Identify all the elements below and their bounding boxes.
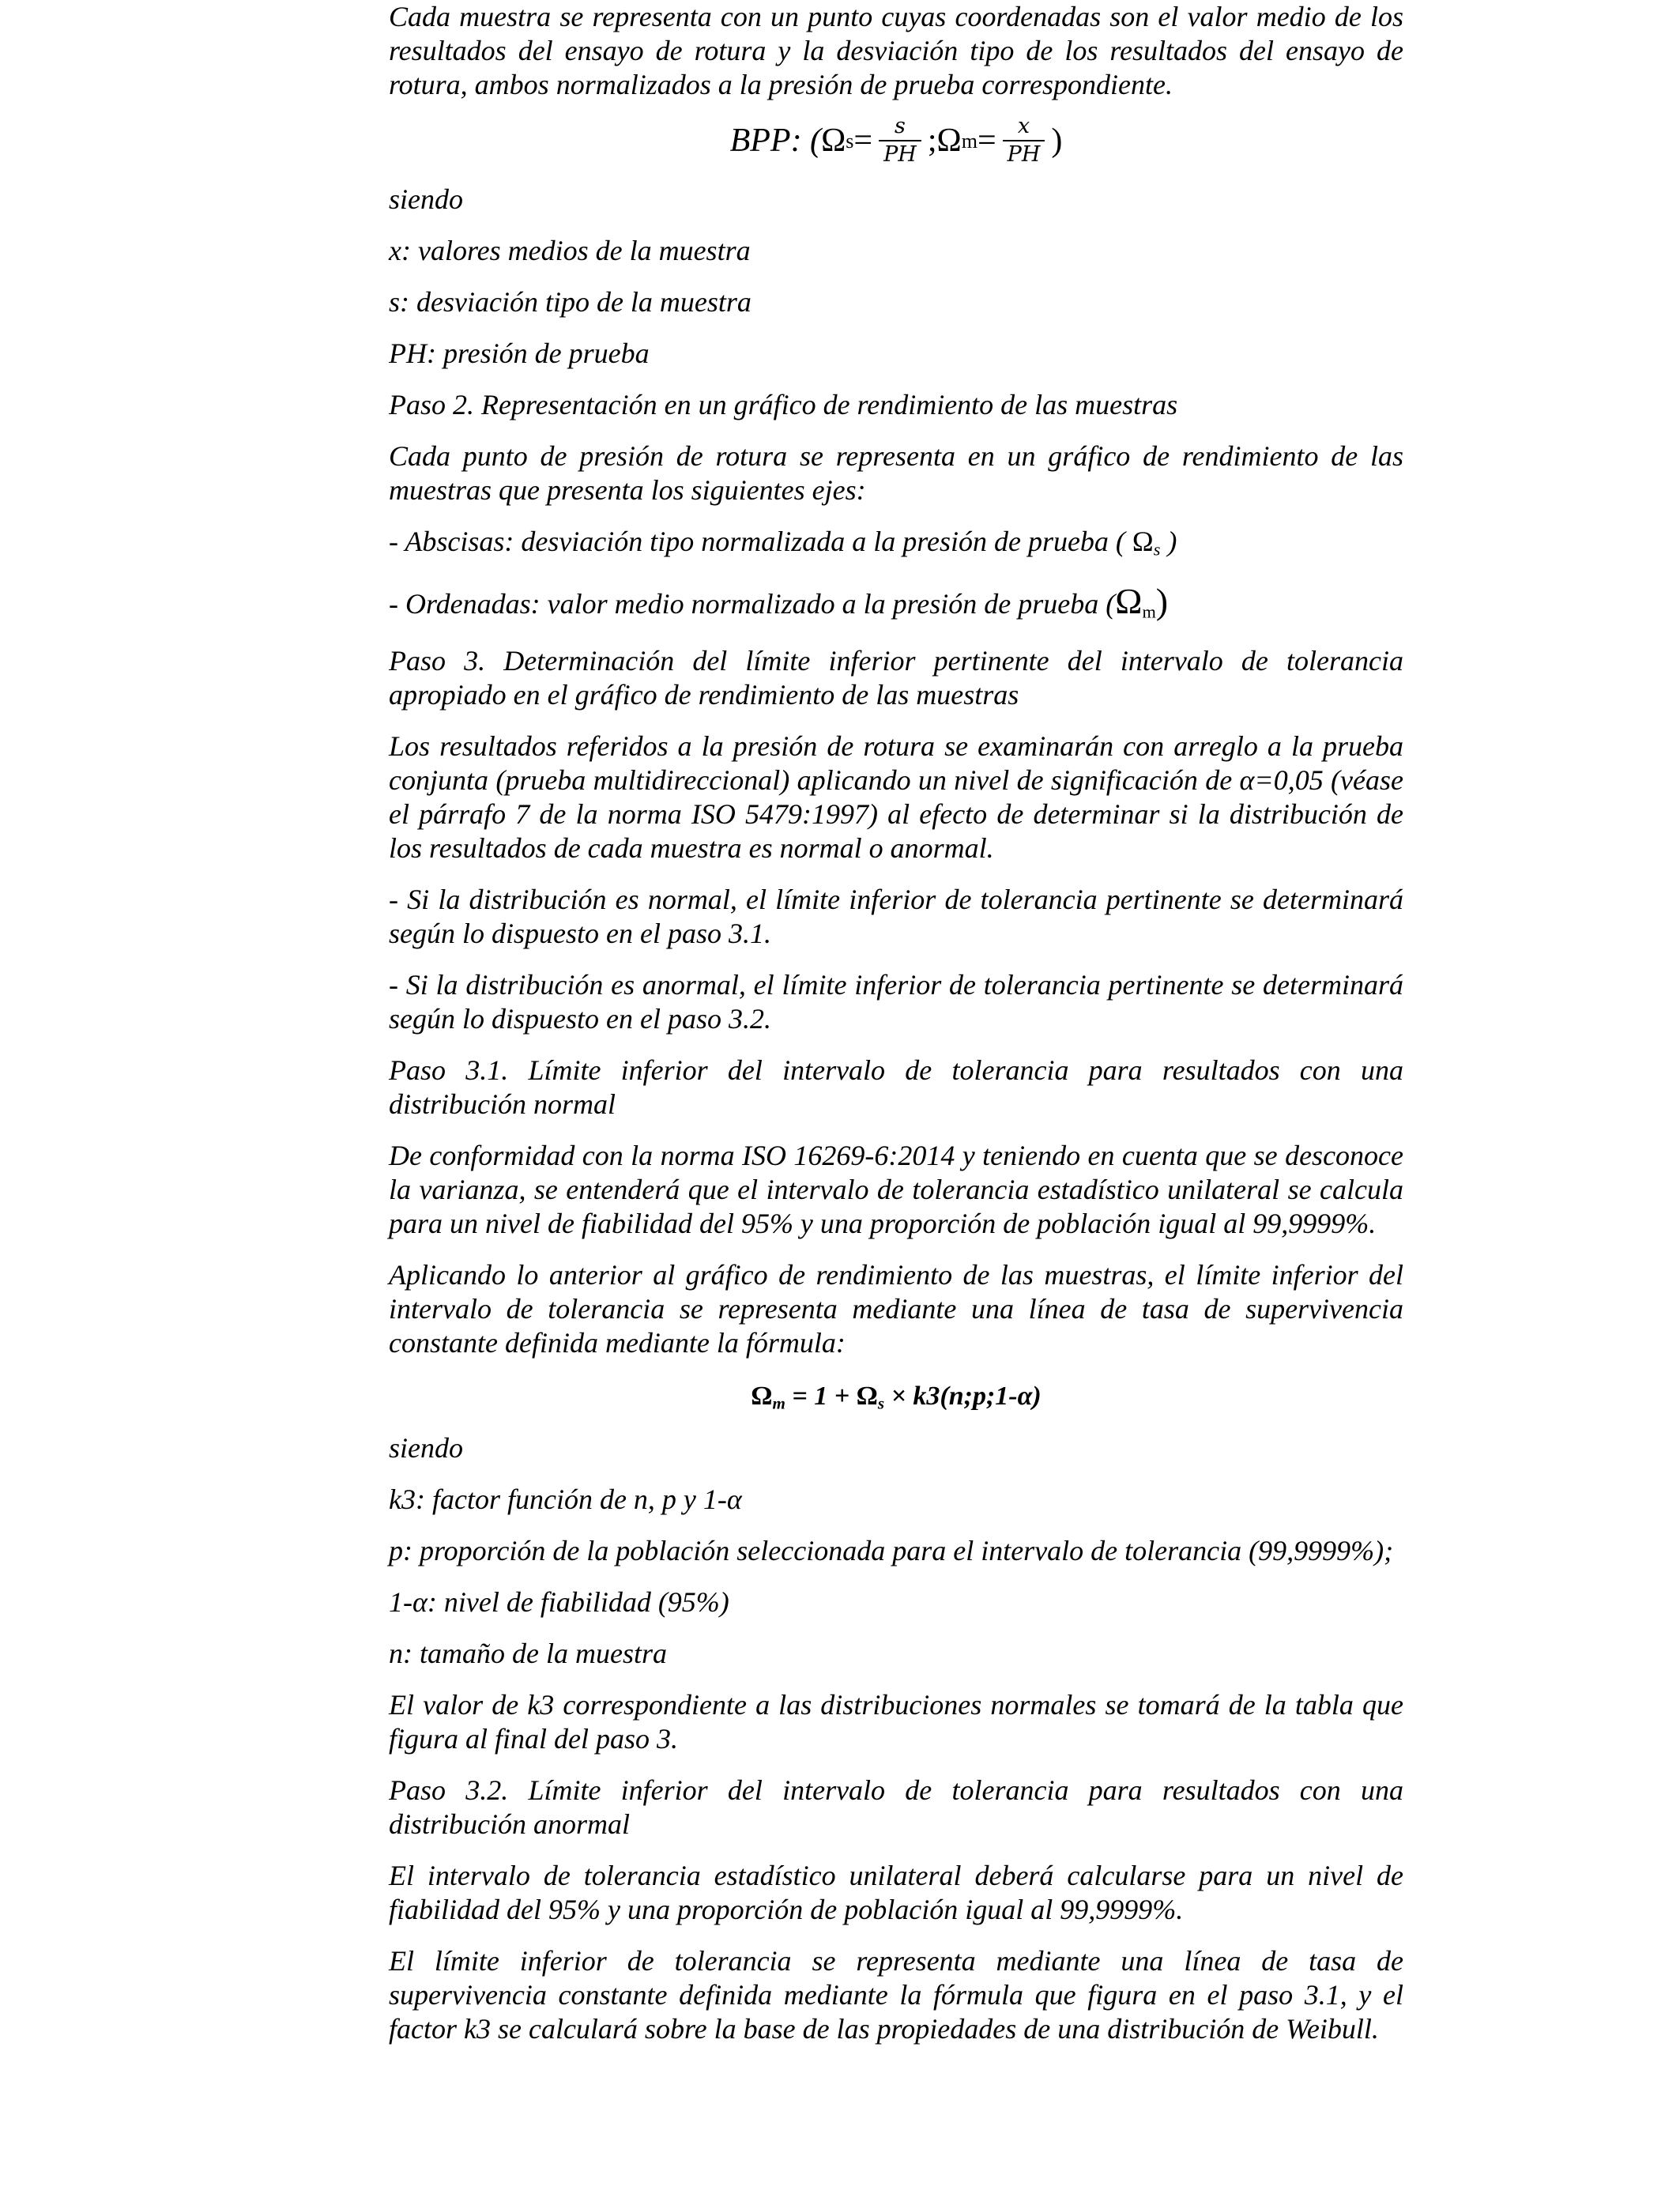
closing-paren: )	[1160, 526, 1177, 557]
omega-subscript-s: s	[877, 1393, 885, 1413]
omega-subscript-m: m	[1142, 601, 1156, 622]
paragraph-iso-16269: De conformidad con la norma ISO 16269-6:2014 y teniendo en cuenta que se desconoce la varianza, se entenderá que el intervalo de tolerancia estadístico unilateral se calcula para un nivel de fiabilidad del 95% y una proporción de población igual al 99,9999%.	[389, 1140, 1403, 1240]
intro-paragraph: Cada muestra se representa con un punto cuyas coordenadas son el valor medio de los resultados del ensayo de rotura y la desviación tipo de los resultados del ensayo de rotura, ambos normalizados a la presión de prueba correspondiente.	[389, 1, 1403, 100]
definition-ph: PH: presión de prueba	[389, 337, 650, 369]
definition-p: p: proporción de la población seleccionada para el intervalo de tolerancia (99,9999%);	[389, 1535, 1394, 1567]
bullet-normal: - Si la distribución es normal, el límite inferior de tolerancia pertinente se determinará según lo dispuesto en el paso 3.1.	[389, 884, 1403, 950]
omega-symbol: Ω	[856, 1382, 878, 1412]
fraction-numerator-s: s	[895, 114, 906, 138]
siendo-label: siendo	[389, 1432, 463, 1465]
omega-subscript-s: s	[1153, 539, 1161, 560]
siendo-label: siendo	[389, 183, 463, 215]
fraction-numerator-x: x	[1017, 114, 1030, 138]
abscisas-text: - Abscisas: desviación tipo normalizada a la presión de prueba (	[389, 526, 1132, 557]
formula-middle: = 1 +	[785, 1382, 857, 1412]
paragraph-prueba-conjunta: Los resultados referidos a la presión de rotura se examinarán con arreglo a la prueba conjunta (prueba multidireccional) aplicando un nivel de significación de α=0,05 (véase el párrafo 7 de la norma ISO 5479:1997) al efecto de determinar si la distribución de los resultados de cada muestra es normal o anormal.	[389, 730, 1403, 865]
definition-x: x: valores medios de la muestra	[389, 235, 751, 266]
formula-tail: × k3(n;p;1-α)	[884, 1382, 1042, 1412]
definition-s: s: desviación tipo de la muestra	[389, 286, 751, 318]
fraction-denominator-ph: PH	[1003, 140, 1045, 168]
fraction-s-over-ph	[879, 113, 921, 168]
ordenadas-text: - Ordenadas: valor medio normalizado a la presión de prueba (	[389, 587, 1116, 620]
closing-paren: )	[1051, 122, 1063, 159]
omega-subscript-m: m	[961, 129, 977, 153]
separator: ;	[927, 122, 937, 159]
heading-paso-2: Paso 2. Representación en un gráfico de rendimiento de las muestras	[389, 389, 1178, 420]
omega-symbol: Ω	[821, 122, 846, 159]
bullet-abscisas	[389, 525, 1403, 567]
heading-paso-3: Paso 3. Determinación del límite inferior pertinente del intervalo de tolerancia apropiado en el gráfico de rendimiento de las muestras	[389, 645, 1403, 711]
equals-sign: =	[977, 122, 996, 159]
equals-sign: =	[853, 122, 873, 159]
paragraph-ejes: Cada punto de presión de rotura se representa en un gráfico de rendimiento de las muestras que presenta los siguientes ejes:	[389, 440, 1403, 506]
omega-symbol: Ω	[751, 1382, 773, 1412]
paragraph-intervalo-unilateral: El intervalo de tolerancia estadístico unilateral deberá calcularse para un nivel de fiabilidad del 95% y una proporción de población igual al 99,9999%.	[389, 1860, 1403, 1926]
bpp-lead: BPP: (	[729, 122, 822, 159]
heading-paso-3-1: Paso 3.1. Límite inferior del intervalo de tolerancia para resultados con una distribución normal	[389, 1054, 1403, 1121]
omega-symbol: Ω	[1115, 580, 1143, 621]
tolerance-formula	[389, 1378, 1403, 1416]
omega-symbol: Ω	[1132, 526, 1154, 557]
bpp-formula	[389, 113, 1403, 168]
bullet-ordenadas	[389, 580, 1403, 629]
definition-alpha: 1-α: nivel de fiabilidad (95%)	[389, 1586, 729, 1619]
bullet-anormal: - Si la distribución es anormal, el límite inferior de tolerancia pertinente se determinará según lo dispuesto en el paso 3.2.	[389, 969, 1403, 1035]
definition-k3: k3: factor función de n, p y 1-α	[389, 1483, 742, 1516]
paragraph-weibull: El límite inferior de tolerancia se representa mediante una línea de tasa de supervivencia constante definida mediante la fórmula que figura en el paso 3.1, y el factor k3 se calculará sobre la base de las propiedades de una distribución de Weibull.	[389, 1945, 1403, 2045]
omega-subscript-s: s	[846, 129, 854, 153]
fraction-x-over-ph	[1003, 113, 1045, 168]
heading-paso-3-2: Paso 3.2. Límite inferior del intervalo de tolerancia para resultados con una distribución anormal	[389, 1774, 1403, 1841]
fraction-denominator-ph: PH	[879, 140, 921, 168]
closing-paren: )	[1155, 580, 1169, 621]
paragraph-aplicando: Aplicando lo anterior al gráfico de rendimiento de las muestras, el límite inferior del intervalo de tolerancia se representa mediante una línea de tasa de supervivencia constante definida mediante la fórmula:	[389, 1259, 1403, 1359]
omega-subscript-m: m	[772, 1393, 785, 1413]
definition-n: n: tamaño de la muestra	[389, 1638, 667, 1670]
omega-symbol: Ω	[936, 122, 962, 159]
paragraph-valor-k3: El valor de k3 correspondiente a las distribuciones normales se tomará de la tabla que figura al final del paso 3.	[389, 1689, 1403, 1755]
text-column	[389, 0, 1403, 2046]
